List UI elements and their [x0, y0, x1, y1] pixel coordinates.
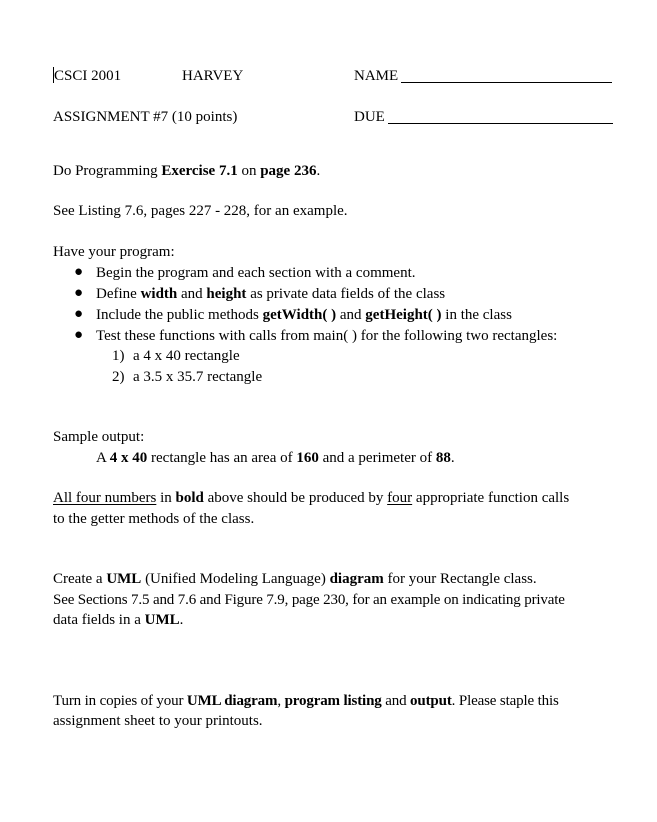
requirement-item: Begin the program and each section with a comment.: [96, 265, 416, 281]
bullet-icon: ●: [74, 327, 84, 343]
exercise-instruction: Do Programming Exercise 7.1 on page 236.: [53, 163, 321, 179]
numbered-item: a 4 x 40 rectangle: [133, 348, 240, 364]
turn-in-instruction-cont: assignment sheet to your printouts.: [53, 713, 263, 729]
course-code: CSCI 2001: [54, 68, 122, 84]
sample-output-label: Sample output:: [53, 429, 145, 445]
requirement-item: Test these functions with calls from main( ) for the following two rectangles:: [96, 328, 558, 344]
function-calls-note: All four numbers in bold above should be produced by four appropriate function calls: [53, 490, 570, 506]
name-label: NAME: [354, 68, 399, 84]
sample-output-line: A 4 x 40 rectangle has an area of 160 and a perimeter of 88.: [96, 450, 455, 466]
requirements-lead: Have your program:: [53, 244, 175, 260]
instructor-name: HARVEY: [182, 68, 244, 84]
numbered-item-number: 2): [112, 369, 125, 385]
listing-reference: See Listing 7.6, pages 227 - 228, for an example.: [53, 203, 348, 219]
turn-in-instruction: Turn in copies of your UML diagram, program listing and output. Please staple this: [53, 693, 559, 709]
uml-reference: See Sections 7.5 and 7.6 and Figure 7.9, page 230, for an example on indicating private: [53, 592, 565, 608]
due-field-line[interactable]: [388, 123, 613, 124]
bullet-icon: ●: [74, 285, 84, 301]
uml-instruction: Create a UML (Unified Modeling Language) diagram for your Rectangle class.: [53, 571, 537, 587]
name-field-line[interactable]: [401, 82, 612, 83]
function-calls-note-cont: to the getter methods of the class.: [53, 511, 255, 527]
uml-reference-cont: data fields in a UML.: [53, 612, 184, 628]
requirement-item: Define width and height as private data fields of the class: [96, 286, 446, 302]
bullet-icon: ●: [74, 306, 84, 322]
numbered-item: a 3.5 x 35.7 rectangle: [133, 369, 263, 385]
assignment-title: ASSIGNMENT #7 (10 points): [53, 109, 238, 125]
bullet-icon: ●: [74, 264, 84, 280]
due-label: DUE: [354, 109, 385, 125]
numbered-item-number: 1): [112, 348, 125, 364]
requirement-item: Include the public methods getWidth( ) and getHeight( ) in the class: [96, 307, 512, 323]
